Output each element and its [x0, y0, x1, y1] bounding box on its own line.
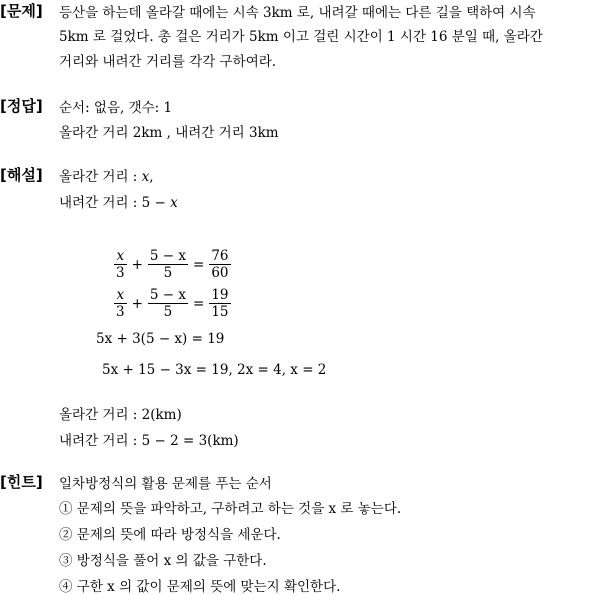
up-distance-result: 올라간 거리 : 2(km)	[59, 407, 182, 423]
answer-line-1: 순서: 없음, 갯수: 1	[59, 100, 173, 116]
equation-3: 5x + 3(5 − x) = 19	[96, 331, 225, 347]
up-distance-label: 올라간 거리 :	[59, 169, 142, 185]
eq1-frac-c: $\frac{76}{60}$	[211, 248, 229, 281]
up-distance-def	[59, 165, 154, 185]
down-distance-result: 내려간 거리 : 5 − 2 = 3(km)	[59, 433, 239, 449]
down-distance-def	[59, 191, 178, 211]
answer-tag: [정답]	[0, 97, 43, 115]
hint-step-2: ② 문제의 뜻에 따라 방정식을 세운다.	[59, 527, 281, 543]
problem-tag: [문제]	[0, 2, 43, 20]
eq2-frac-b: $\frac{5 - x}{5}$	[149, 287, 187, 320]
eq1-frac-b: $\frac{5 - x}{5}$	[149, 248, 187, 281]
down-distance-label: 내려간 거리 : 5 −	[59, 195, 171, 211]
problem-line-1: 등산을 하는데 올라갈 때에는 시속 3km 로, 내려갈 때에는 다른 길을 택하여 시속	[59, 5, 536, 21]
answer-line-2: 올라간 거리 2km , 내려간 거리 3km	[59, 125, 279, 141]
up-distance-var: x	[141, 169, 150, 185]
equation-2: $\frac{x}{3}$ + $\frac{5 - x}{5}$ = $\frac{19}{15}$	[116, 287, 229, 320]
equation-1: $\frac{x}{3}$ + $\frac{5 - x}{5}$ = $\frac{76}{60}$	[116, 248, 229, 281]
eq1-frac-a: $\frac{x}{3}$	[116, 248, 125, 281]
equation-4: 5x + 15 − 3x = 19, 2x = 4, x = 2	[102, 362, 327, 378]
hint-tag: [힌트]	[0, 473, 43, 491]
up-distance-tail: ,	[149, 169, 154, 185]
hint-title: 일차방정식의 활용 문제를 푸는 순서	[59, 476, 272, 492]
eq2-frac-a: $\frac{x}{3}$	[116, 287, 125, 320]
hint-step-1: ① 문제의 뜻을 파악하고, 구하려고 하는 것을 x 로 놓는다.	[59, 501, 402, 517]
problem-line-2: 5km 로 걸었다. 총 걸은 거리가 5km 이고 걸린 시간이 1 시간 16 분일 때, 올라간	[59, 29, 543, 45]
hint-step-3: ③ 방정식을 풀어 x 의 값을 구한다.	[59, 553, 267, 569]
down-distance-var: x	[170, 195, 178, 211]
eq2-frac-c: $\frac{19}{15}$	[211, 287, 229, 320]
hint-step-4: ④ 구한 x 의 값이 문제의 뜻에 맞는지 확인한다.	[59, 579, 341, 595]
explanation-tag: [해설]	[0, 166, 43, 184]
problem-line-3: 거리와 내려간 거리를 각각 구하여라.	[59, 54, 277, 70]
